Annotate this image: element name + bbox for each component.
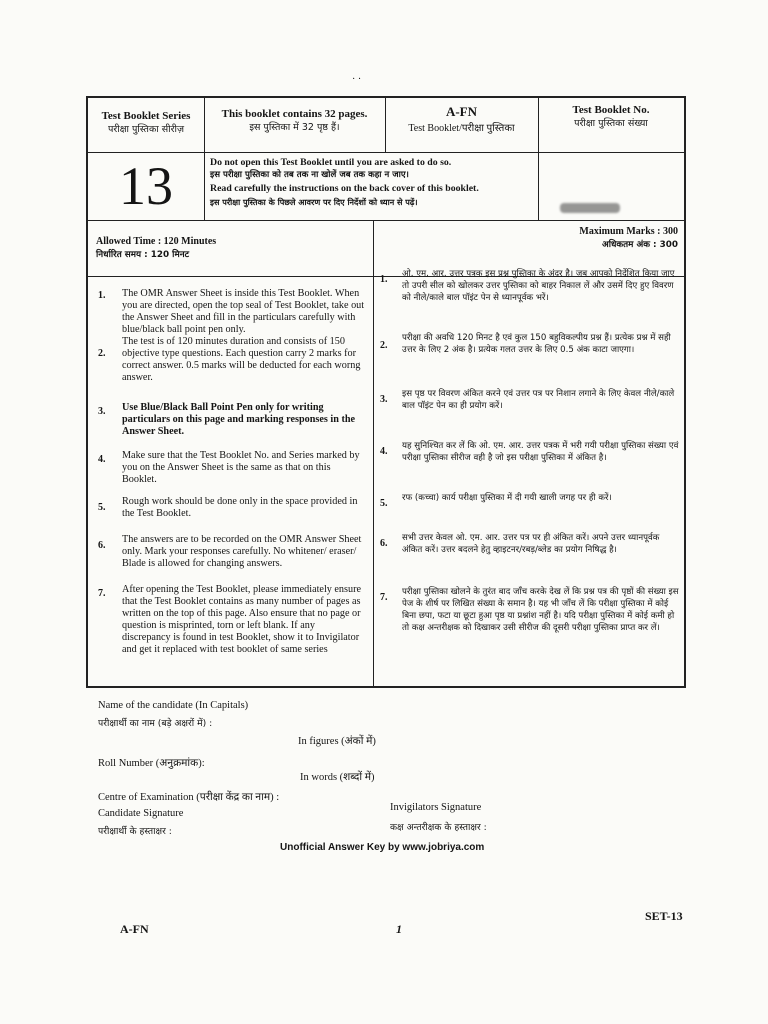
instr-hi-3: इस पृष्ठ पर विवरण अंकित करने एवं उत्तर पत्र पर निशान लगाने के लिए केवल नीले/काले बाल पॉइंट पेन का ही प्रयोग करें। <box>402 389 675 411</box>
instr-en-num: 3. <box>98 406 106 417</box>
instr-hi-num: 7. <box>380 592 388 603</box>
instr-hi-num: 1. <box>380 274 388 285</box>
instr-en-num: 7. <box>98 588 106 599</box>
instr-en-num: 1. <box>98 290 106 301</box>
candidate-signature-hi: परीक्षार्थी के हस्ताक्षर : <box>98 826 172 837</box>
candidate-name-label-hi: परीक्षार्थी का नाम (बड़े अक्षरों में) : <box>98 718 213 729</box>
instr-en-5: Rough work should be done only in the space provided in the Test Booklet. <box>122 496 358 519</box>
instr-hi-4: यह सुनिश्चित कर लें कि ओ. एम. आर. उत्तर पत्रक में भरी गयी परीक्षा पुस्तिका संख्या एवं परीक्षा पुस्तिका सीरीज वही है जो इस परीक्षा पुस्तिका में अंकित है। <box>402 441 679 463</box>
notice-line1-hi: इस परीक्षा पुस्तिका को तब तक ना खोलें जब तक कहा न जाए। <box>210 170 409 180</box>
instr-en-1: The OMR Answer Sheet is inside this Test Booklet. When you are directed, open the top seal of Test Booklet, take out the Answer Sheet and fill in the particulars carefully with blue/black ball point pen only. <box>122 288 365 335</box>
allowed-time-cell <box>96 236 366 262</box>
in-words-label: In words (शब्दों में) <box>300 772 375 783</box>
instr-hi-1: ओ. एम. आर. उत्तर पत्रक इस प्रश्न पुस्तिका के अंदर है। जब आपको निर्देशित किया जाए तो उपरी सील को खोलकर उत्तर पुस्तिका को बाहर निकाल लें और उसमें दिए हुए विवरण को नीले/काले बाल पॉइंट पेन से ध्यानपूर्वक भरें। <box>402 269 675 303</box>
candidate-name-label-en: Name of the candidate (In Capitals) <box>98 700 249 711</box>
invigilator-signature-hi: कक्ष अन्तरीक्षक के हस्ताक्षर : <box>390 822 487 833</box>
series-label-en: Test Booklet Series <box>101 110 191 122</box>
max-marks-en: Maximum Marks : 300 <box>579 226 678 237</box>
notice-line2-hi: इस परीक्षा पुस्तिका के पिछले आवरण पर दिए निर्देशों को ध्यान से पढ़ें। <box>210 197 418 207</box>
pages-hi: इस पुस्तिका में 32 पृष्ठ हैं। <box>249 122 340 133</box>
instr-en-3: Use Blue/Black Ball Point Pen only for writing particulars on this page and marking responses in the Answer Sheet. <box>122 402 356 437</box>
scan-speck: · · <box>352 74 362 85</box>
instr-en-num: 4. <box>98 454 106 465</box>
roll-number-label: Roll Number (अनुक्रमांक): <box>98 758 205 769</box>
booklet-label: Test Booklet/परीक्षा पुस्तिका <box>408 123 515 134</box>
instr-en-num: 5. <box>98 502 106 513</box>
candidate-signature-en: Candidate Signature <box>98 808 184 819</box>
footer-code: A-FN <box>120 922 149 936</box>
instr-en-4: Make sure that the Test Booklet No. and Series marked by you on the Answer Sheet is the same as that on this Booklet. <box>122 450 360 485</box>
instr-hi-num: 4. <box>380 446 388 457</box>
cover-table <box>86 96 686 688</box>
notice-cell <box>210 156 536 209</box>
in-figures-label: In figures (अंकों में) <box>298 736 376 747</box>
notice-line1-en: Do not open this Test Booklet until you are asked to do so. <box>210 157 452 168</box>
instr-hi-num: 5. <box>380 498 388 509</box>
pages-en: This booklet contains 32 pages. <box>221 108 368 120</box>
booklet-no-hi: परीक्षा पुस्तिका संख्या <box>574 118 648 129</box>
ink-smudge <box>560 203 620 213</box>
series-label-hi: परीक्षा पुस्तिका सीरीज़ <box>107 124 185 135</box>
allowed-time-en: Allowed Time : 120 Minutes <box>96 236 217 247</box>
instr-hi-5: रफ (कच्चा) कार्य परीक्षा पुस्तिका में दी गयी खाली जगह पर ही करें। <box>402 493 612 503</box>
instr-en-7: After opening the Test Booklet, please immediately ensure that the Test Booklet contains as many number of pages as written on the top of this page. Also ensure that no page or question is misprinted, torn or left blank. If any discrepancy is found in test Booklet, show it to Invigilator and get it replaced with test booklet of same series <box>122 584 362 655</box>
code-cell <box>385 104 538 136</box>
booklet-code: A-FN <box>445 104 478 119</box>
max-marks-hi: अधिकतम अंक : 300 <box>602 239 678 250</box>
notice-line2-en: Read carefully the instructions on the back cover of this booklet. <box>210 183 479 194</box>
pages-cell <box>204 108 385 135</box>
page-number: 1 <box>396 922 402 936</box>
unofficial-answer-key-note: Unofficial Answer Key by www.jobriya.com <box>280 842 485 853</box>
booklet-no-cell <box>538 104 684 131</box>
instr-hi-num: 6. <box>380 538 388 549</box>
instr-hi-6: सभी उत्तर केवल ओ. एम. आर. उत्तर पत्र पर ही अंकित करें। अपने उत्तर ध्यानपूर्वक अंकित करें। उत्तर बदलने हेतु व्हाइटनर/रबड़/ब्लेड का प्रयोग निषिद्ध है। <box>402 533 660 555</box>
instr-en-2: The test is of 120 minutes duration and consists of 150 objective type questions. Each question carry 2 marks for correct answer. 0.5 marks will be deducted for each worng answer. <box>122 336 361 383</box>
invigilator-signature-en: Invigilators Signature <box>390 802 482 813</box>
max-marks-cell <box>378 226 678 252</box>
booklet-no-en: Test Booklet No. <box>572 104 650 116</box>
instr-hi-num: 2. <box>380 340 388 351</box>
instr-hi-2: परीक्षा की अवधि 120 मिनट है एवं कुल 150 बहुविकल्पीय प्रश्न हैं। प्रत्येक प्रश्न में सही उत्तर के लिए 2 अंक है। प्रत्येक गलत उत्तर के लिए 0.5 अंक काटा जाएगा। <box>402 333 671 355</box>
instr-en-num: 6. <box>98 540 106 551</box>
centre-label: Centre of Examination (परीक्षा केंद्र का नाम) : <box>98 792 280 803</box>
series-number: 13 <box>119 156 173 216</box>
instr-en-6: The answers are to be recorded on the OMR Answer Sheet only. Mark your responses carefully. No whitener/ eraser/ Blade is allowed for changing answers. <box>122 534 362 569</box>
allowed-time-hi: निर्धारित समय : 120 मिनट <box>96 249 190 260</box>
instr-en-num: 2. <box>98 348 106 359</box>
instr-hi-num: 3. <box>380 394 388 405</box>
instr-hi-7: परीक्षा पुस्तिका खोलने के तुरंत बाद जाँच करके देख लें कि प्रश्न पत्र की पृष्ठों की संख्या इस पेज के शीर्ष पर लिखित संख्या के समान है। यह भी जाँच लें कि परीक्षा पुस्तिका में कोई बिना छपा, फटा या छूटा हुआ पृष्ठ या प्रश्नांश नहीं है। यदि परीक्षा पुस्तिका में कोई कमी हो तो कक्ष अन्तरीक्षक को दिखाकर उसी सीरीज की दूसरी परीक्षा पुस्तिका प्राप्त कर लें। <box>402 587 679 633</box>
series-label-cell <box>88 110 204 136</box>
footer-set: SET-13 <box>645 909 683 923</box>
